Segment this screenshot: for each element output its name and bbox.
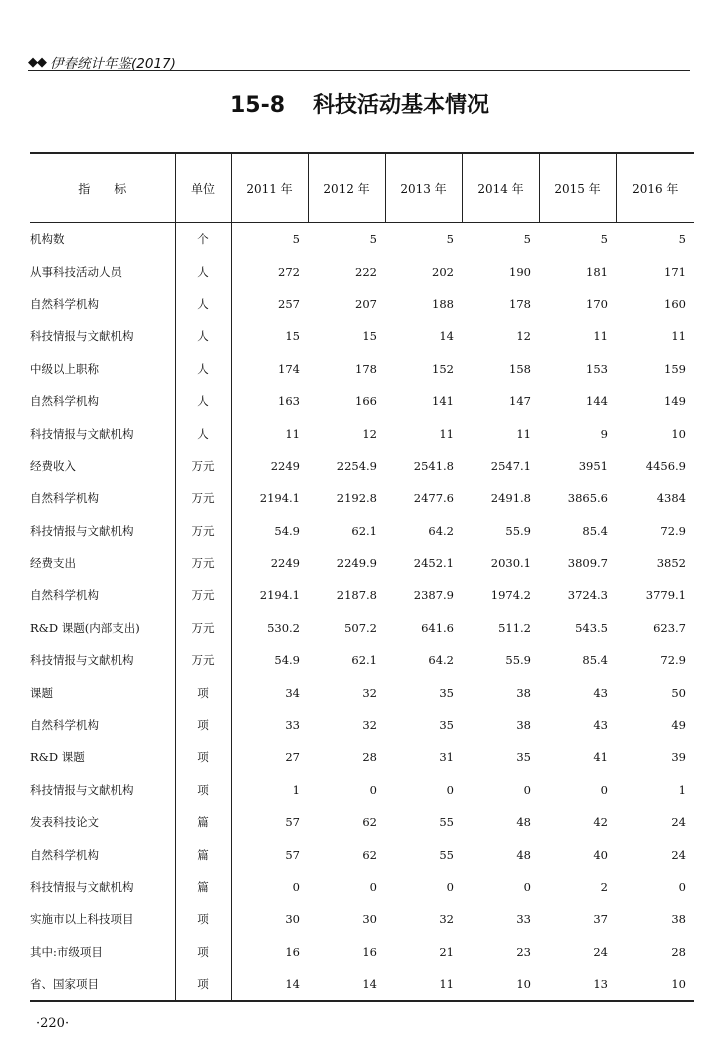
row-unit: 篇 xyxy=(175,838,231,870)
row-unit: 万元 xyxy=(175,515,231,547)
value-cell: 160 xyxy=(664,296,686,311)
table-row xyxy=(30,385,694,417)
column-header-year: 2012 年 xyxy=(308,153,385,223)
value-cell: 2030.1 xyxy=(490,556,531,571)
row-label: 自然科学机构 xyxy=(30,847,99,862)
value-cell: 152 xyxy=(432,361,454,376)
value-cell: 24 xyxy=(593,944,608,959)
value-cell: 38 xyxy=(516,685,531,700)
value-cell: 15 xyxy=(362,329,377,344)
value-cell: 159 xyxy=(664,361,686,376)
value-cell: 0 xyxy=(523,782,531,797)
value-cell: 32 xyxy=(362,685,377,700)
value-cell: 10 xyxy=(671,426,686,441)
value-cell: 39 xyxy=(671,750,686,765)
value-cell: 153 xyxy=(586,361,608,376)
row-unit: 人 xyxy=(175,320,231,352)
row-unit: 人 xyxy=(175,288,231,320)
value-cell: 11 xyxy=(285,426,300,441)
value-cell: 2249 xyxy=(270,458,300,473)
row-label: 科技情报与文献机构 xyxy=(30,426,134,441)
value-cell: 2249 xyxy=(270,556,300,571)
value-cell: 141 xyxy=(432,394,454,409)
value-cell: 16 xyxy=(285,944,300,959)
value-cell: 5 xyxy=(678,232,686,247)
column-header-year: 2015 年 xyxy=(539,153,616,223)
value-cell: 62.1 xyxy=(351,523,377,538)
row-unit: 项 xyxy=(175,741,231,773)
row-label: 自然科学机构 xyxy=(30,588,99,603)
table-row xyxy=(30,903,694,935)
value-cell: 85.4 xyxy=(582,653,608,668)
value-cell: 4384 xyxy=(656,491,686,506)
table-row xyxy=(30,741,694,773)
row-label: 机构数 xyxy=(30,232,65,247)
row-label: 自然科学机构 xyxy=(30,394,99,409)
value-cell: 40 xyxy=(593,847,608,862)
value-cell: 35 xyxy=(439,685,454,700)
table-row xyxy=(30,417,694,449)
value-cell: 30 xyxy=(362,912,377,927)
row-label: 经费收入 xyxy=(30,458,76,473)
value-cell: 42 xyxy=(593,815,608,830)
value-cell: 5 xyxy=(600,232,608,247)
value-cell: 2194.1 xyxy=(259,491,300,506)
value-cell: 5 xyxy=(446,232,454,247)
value-cell: 43 xyxy=(593,718,608,733)
value-cell: 43 xyxy=(593,685,608,700)
running-header xyxy=(28,52,176,72)
value-cell: 207 xyxy=(355,296,377,311)
value-cell: 62 xyxy=(362,847,377,862)
value-cell: 222 xyxy=(355,264,377,279)
value-cell: 3809.7 xyxy=(567,556,608,571)
value-cell: 49 xyxy=(671,718,686,733)
value-cell: 55.9 xyxy=(505,523,531,538)
row-unit: 万元 xyxy=(175,450,231,482)
diamond-bullets-icon: ◆◆ xyxy=(28,54,46,70)
row-unit: 万元 xyxy=(175,547,231,579)
table-row xyxy=(30,579,694,611)
column-header-year: 2013 年 xyxy=(385,153,462,223)
value-cell: 11 xyxy=(516,426,531,441)
value-cell: 2491.8 xyxy=(490,491,531,506)
value-cell: 21 xyxy=(439,944,454,959)
value-cell: 64.2 xyxy=(428,523,454,538)
table-row xyxy=(30,255,694,287)
value-cell: 178 xyxy=(509,296,531,311)
value-cell: 202 xyxy=(432,264,454,279)
value-cell: 31 xyxy=(439,750,454,765)
value-cell: 623.7 xyxy=(653,620,686,635)
table-row xyxy=(30,515,694,547)
value-cell: 50 xyxy=(671,685,686,700)
value-cell: 530.2 xyxy=(267,620,300,635)
value-cell: 0 xyxy=(292,880,300,894)
column-header-year: 2016 年 xyxy=(616,153,694,223)
value-cell: 72.9 xyxy=(660,523,686,538)
row-label: 科技情报与文献机构 xyxy=(30,782,134,797)
value-cell: 0 xyxy=(446,782,454,797)
value-cell: 0 xyxy=(523,880,531,894)
value-cell: 10 xyxy=(616,968,694,1001)
value-cell: 170 xyxy=(586,296,608,311)
row-unit: 个 xyxy=(175,223,231,256)
value-cell: 55 xyxy=(439,815,454,830)
value-cell: 57 xyxy=(285,847,300,862)
table-row xyxy=(30,709,694,741)
value-cell: 33 xyxy=(285,718,300,733)
row-label: R&D 课题 xyxy=(30,750,85,765)
value-cell: 2387.9 xyxy=(413,588,454,603)
value-cell: 158 xyxy=(509,361,531,376)
row-unit: 万元 xyxy=(175,644,231,676)
table-row xyxy=(30,547,694,579)
table-header-row xyxy=(30,153,694,223)
value-cell: 149 xyxy=(664,394,686,409)
value-cell: 174 xyxy=(278,361,300,376)
value-cell: 144 xyxy=(586,394,608,409)
value-cell: 2541.8 xyxy=(413,458,454,473)
row-label: 科技情报与文献机构 xyxy=(30,523,134,538)
value-cell: 5 xyxy=(292,232,300,247)
table-number: 15-8 xyxy=(229,93,286,118)
book-title: 伊春统计年鉴(2017) xyxy=(50,56,176,72)
table-row xyxy=(30,806,694,838)
column-header-indicator: 指 标 xyxy=(30,153,175,223)
value-cell: 507.2 xyxy=(344,620,377,635)
row-label: 发表科技论文 xyxy=(30,815,99,830)
value-cell: 28 xyxy=(671,944,686,959)
value-cell: 511.2 xyxy=(498,620,531,635)
table-row xyxy=(30,676,694,708)
row-label: 从事科技活动人员 xyxy=(30,264,122,279)
value-cell: 2477.6 xyxy=(413,491,454,506)
value-cell: 55 xyxy=(439,847,454,862)
table-row xyxy=(30,612,694,644)
row-unit: 项 xyxy=(175,676,231,708)
table-row xyxy=(30,968,694,1001)
row-label: 其中:市级项目 xyxy=(30,944,103,959)
value-cell: 32 xyxy=(362,718,377,733)
value-cell: 41 xyxy=(593,750,608,765)
value-cell: 54.9 xyxy=(274,523,300,538)
value-cell: 35 xyxy=(439,718,454,733)
value-cell: 24 xyxy=(671,847,686,862)
row-label: 自然科学机构 xyxy=(30,491,99,506)
value-cell: 3865.6 xyxy=(567,491,608,506)
value-cell: 38 xyxy=(516,718,531,733)
value-cell: 10 xyxy=(462,968,539,1001)
value-cell: 34 xyxy=(285,685,300,700)
value-cell: 2194.1 xyxy=(259,588,300,603)
value-cell: 2249.9 xyxy=(336,556,377,571)
row-label: 实施市以上科技项目 xyxy=(30,912,134,927)
value-cell: 171 xyxy=(664,264,686,279)
row-unit: 人 xyxy=(175,255,231,287)
header-rule xyxy=(28,70,690,71)
row-unit: 篇 xyxy=(175,871,231,903)
table-row xyxy=(30,450,694,482)
row-unit: 万元 xyxy=(175,579,231,611)
value-cell: 2 xyxy=(600,880,608,894)
value-cell: 12 xyxy=(516,329,531,344)
value-cell: 85.4 xyxy=(582,523,608,538)
row-unit: 万元 xyxy=(175,612,231,644)
value-cell: 54.9 xyxy=(274,653,300,668)
row-label: 经费支出 xyxy=(30,556,76,571)
row-label: 科技情报与文献机构 xyxy=(30,880,134,894)
value-cell: 48 xyxy=(516,815,531,830)
row-label: R&D 课题(内部支出) xyxy=(30,620,140,635)
value-cell: 28 xyxy=(362,750,377,765)
value-cell: 5 xyxy=(523,232,531,247)
value-cell: 2187.8 xyxy=(336,588,377,603)
value-cell: 16 xyxy=(362,944,377,959)
value-cell: 11 xyxy=(671,329,686,344)
value-cell: 0 xyxy=(369,782,377,797)
value-cell: 2254.9 xyxy=(336,458,377,473)
value-cell: 257 xyxy=(278,296,300,311)
table-row xyxy=(30,774,694,806)
value-cell: 147 xyxy=(509,394,531,409)
value-cell: 272 xyxy=(278,264,300,279)
value-cell: 1 xyxy=(292,782,300,797)
value-cell: 0 xyxy=(446,880,454,894)
table-row xyxy=(30,320,694,352)
row-unit: 项 xyxy=(175,903,231,935)
value-cell: 2452.1 xyxy=(413,556,454,571)
value-cell: 37 xyxy=(593,912,608,927)
value-cell: 9 xyxy=(600,426,608,441)
row-label: 科技情报与文献机构 xyxy=(30,329,134,344)
value-cell: 3852 xyxy=(656,556,686,571)
page-number: ·220· xyxy=(36,1016,70,1031)
row-unit: 项 xyxy=(175,774,231,806)
value-cell: 641.6 xyxy=(421,620,454,635)
column-header-year: 2011 年 xyxy=(231,153,308,223)
row-label: 科技情报与文献机构 xyxy=(30,653,134,668)
row-unit: 人 xyxy=(175,353,231,385)
value-cell: 32 xyxy=(439,912,454,927)
row-unit: 万元 xyxy=(175,482,231,514)
row-unit: 人 xyxy=(175,385,231,417)
value-cell: 38 xyxy=(671,912,686,927)
table-row xyxy=(30,482,694,514)
value-cell: 163 xyxy=(278,394,300,409)
value-cell: 3724.3 xyxy=(567,588,608,603)
value-cell: 11 xyxy=(439,426,454,441)
value-cell: 1 xyxy=(678,782,686,797)
value-cell: 14 xyxy=(308,968,385,1001)
table-row xyxy=(30,223,694,256)
column-header-unit: 单位 xyxy=(175,153,231,223)
value-cell: 1974.2 xyxy=(490,588,531,603)
value-cell: 33 xyxy=(516,912,531,927)
value-cell: 5 xyxy=(369,232,377,247)
value-cell: 3951 xyxy=(578,458,608,473)
table-row xyxy=(30,644,694,676)
row-unit: 人 xyxy=(175,417,231,449)
row-label: 省、国家项目 xyxy=(30,968,175,1001)
value-cell: 35 xyxy=(516,750,531,765)
value-cell: 27 xyxy=(285,750,300,765)
row-unit: 项 xyxy=(175,709,231,741)
value-cell: 178 xyxy=(355,361,377,376)
value-cell: 188 xyxy=(432,296,454,311)
value-cell: 48 xyxy=(516,847,531,862)
value-cell: 62 xyxy=(362,815,377,830)
value-cell: 14 xyxy=(439,329,454,344)
table-row xyxy=(30,838,694,870)
table-title: 科技活动基本情况 xyxy=(313,93,490,118)
row-unit: 篇 xyxy=(175,806,231,838)
value-cell: 14 xyxy=(231,968,308,1001)
value-cell: 62.1 xyxy=(351,653,377,668)
value-cell: 166 xyxy=(355,394,377,409)
page-title xyxy=(0,88,719,119)
value-cell: 57 xyxy=(285,815,300,830)
value-cell: 23 xyxy=(516,944,531,959)
value-cell: 2547.1 xyxy=(490,458,531,473)
value-cell: 11 xyxy=(593,329,608,344)
value-cell: 2192.8 xyxy=(336,491,377,506)
value-cell: 4456.9 xyxy=(645,458,686,473)
row-label: 自然科学机构 xyxy=(30,718,99,733)
table-row xyxy=(30,936,694,968)
value-cell: 55.9 xyxy=(505,653,531,668)
value-cell: 24 xyxy=(671,815,686,830)
statistics-table xyxy=(30,152,694,1002)
value-cell: 3779.1 xyxy=(645,588,686,603)
value-cell: 181 xyxy=(586,264,608,279)
value-cell: 30 xyxy=(285,912,300,927)
value-cell: 543.5 xyxy=(575,620,608,635)
row-label: 中级以上职称 xyxy=(30,361,99,376)
table-row xyxy=(30,288,694,320)
table-row xyxy=(30,871,694,903)
value-cell: 15 xyxy=(285,329,300,344)
value-cell: 72.9 xyxy=(660,653,686,668)
value-cell: 64.2 xyxy=(428,653,454,668)
value-cell: 0 xyxy=(678,880,686,894)
value-cell: 11 xyxy=(385,968,462,1001)
row-unit: 项 xyxy=(175,936,231,968)
value-cell: 13 xyxy=(539,968,616,1001)
value-cell: 0 xyxy=(600,782,608,797)
row-unit: 项 xyxy=(175,968,231,1001)
row-label: 课题 xyxy=(30,685,53,700)
value-cell: 190 xyxy=(509,264,531,279)
row-label: 自然科学机构 xyxy=(30,296,99,311)
value-cell: 0 xyxy=(369,880,377,894)
column-header-year: 2014 年 xyxy=(462,153,539,223)
value-cell: 12 xyxy=(362,426,377,441)
table-row xyxy=(30,353,694,385)
table-body xyxy=(30,223,694,1002)
